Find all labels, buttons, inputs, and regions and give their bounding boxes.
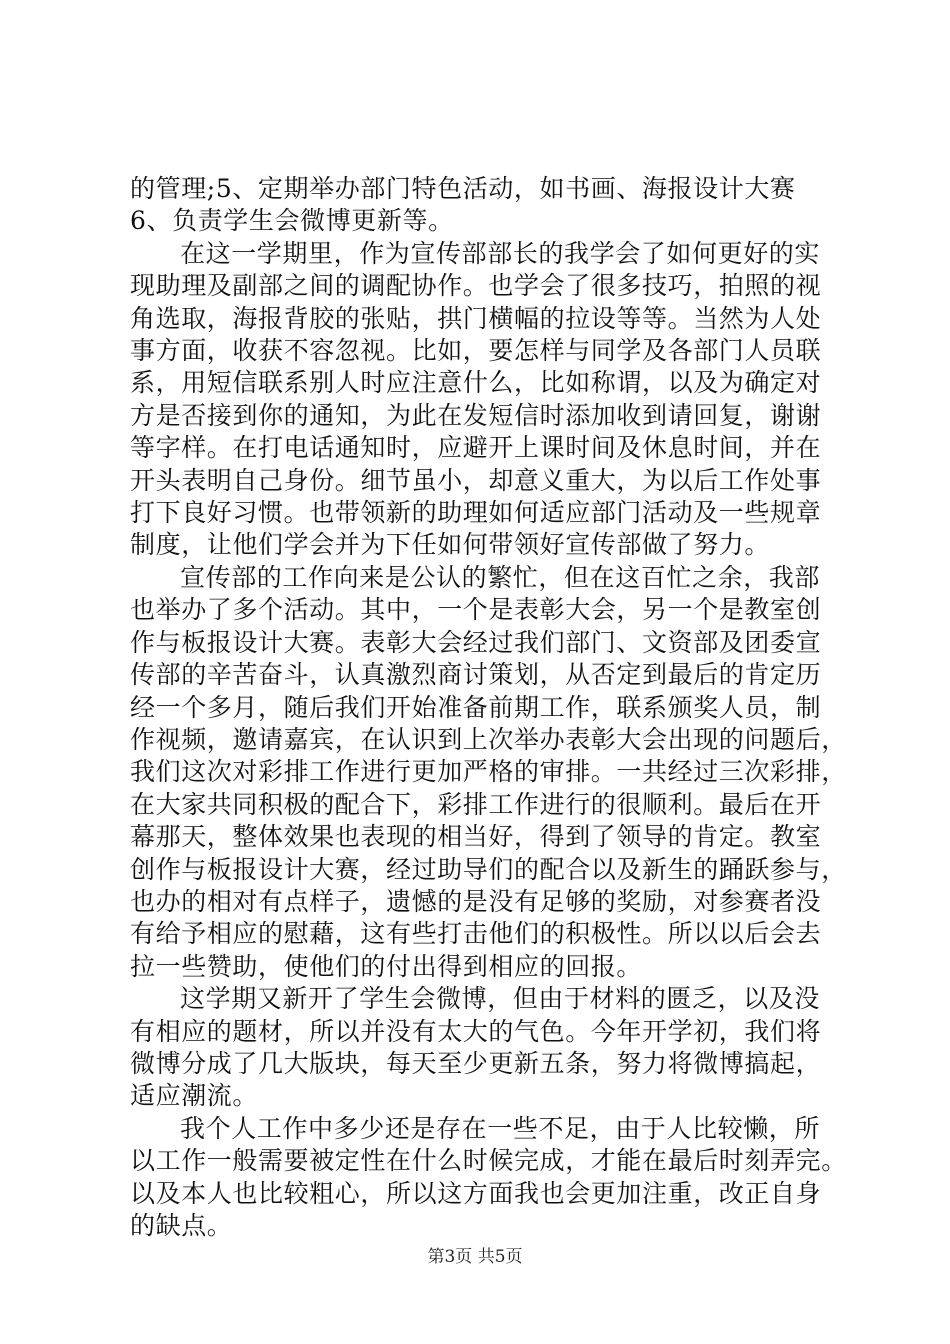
text-line: 有给予相应的慰藉，这有些打击他们的积极性。所以以后会去 bbox=[130, 919, 822, 949]
text-line: 以工作一般需要被定性在什么时候完成，才能在最后时刻弄完。 bbox=[130, 1146, 847, 1176]
text-line: 事方面，收获不容忽视。比如，要怎样与同学及各部门人员联 bbox=[130, 336, 822, 366]
text-line: 传部的辛苦奋斗，认真激烈商讨策划，从否定到最后的肯定历 bbox=[130, 660, 822, 690]
text-line: 创作与板报设计大赛，经过助导们的配合以及新生的踊跃参与， bbox=[130, 854, 847, 884]
text-line: 也办的相对有点样子，遗憾的是没有足够的奖励，对参赛者没 bbox=[130, 886, 822, 916]
text-line: 在这一学期里，作为宣传部部长的我学会了如何更好的实 bbox=[180, 238, 821, 268]
text-line: 经一个多月，随后我们开始准备前期工作，联系颁奖人员，制 bbox=[130, 692, 822, 722]
text-line: 系，用短信联系别人时应注意什么，比如称谓，以及为确定对 bbox=[130, 368, 822, 398]
text-line: 适应潮流。 bbox=[130, 1081, 259, 1111]
paragraph-0 bbox=[130, 173, 834, 238]
text-line: 在大家共同积极的配合下，彩排工作进行的很顺利。最后在开 bbox=[130, 789, 822, 819]
text-line: 宣传部的工作向来是公认的繁忙，但在这百忙之余，我部 bbox=[180, 562, 821, 592]
text-line: 以及本人也比较粗心，所以这方面我也会更加注重，改正自身 bbox=[130, 1178, 822, 1208]
text-line: 也举办了多个活动。其中，一个是表彰大会，另一个是教室创 bbox=[130, 595, 822, 625]
paragraph-4 bbox=[130, 1113, 847, 1243]
text-line: 这学期又新开了学生会微博，但由于材料的匮乏，以及没 bbox=[180, 984, 821, 1014]
text-line: 角选取，海报背胶的张贴，拱门横幅的拉设等等。当然为人处 bbox=[130, 303, 822, 333]
paragraph-1 bbox=[130, 238, 834, 562]
text-line: 的缺点。 bbox=[130, 1211, 233, 1240]
paragraph-2 bbox=[130, 562, 847, 983]
text-line: 方是否接到你的通知，为此在发短信时添加收到请回复，谢谢 bbox=[130, 400, 822, 430]
paragraph-3 bbox=[130, 983, 834, 1113]
text-line: 有相应的题材，所以并没有太大的气色。今年开学初，我们将 bbox=[130, 1016, 822, 1046]
text-line: 等字样。在打电话通知时，应避开上课时间及休息时间，并在 bbox=[130, 433, 822, 463]
text-line: 6、负责学生会微博更新等。 bbox=[130, 206, 454, 236]
text-line: 打下良好习惯。也带领新的助理如何适应部门活动及一些规章 bbox=[130, 498, 822, 528]
text-line: 作与板报设计大赛。表彰大会经过我们部门、文资部及团委宣 bbox=[130, 627, 822, 657]
text-line: 开头表明自己身份。细节虽小，却意义重大，为以后工作处事 bbox=[130, 465, 822, 495]
text-line: 我们这次对彩排工作进行更加严格的审排。一共经过三次彩排， bbox=[130, 757, 847, 787]
text-line: 我个人工作中多少还是存在一些不足，由于人比较懒，所 bbox=[180, 1113, 821, 1143]
document-body bbox=[130, 173, 847, 1242]
text-line: 微博分成了几大版块，每天至少更新五条，努力将微博搞起， bbox=[130, 1048, 822, 1078]
text-line: 拉一些赞助，使他们的付出得到相应的回报。 bbox=[130, 951, 643, 981]
text-line: 的管理;5、定期举办部门特色活动，如书画、海报设计大赛 bbox=[130, 174, 796, 203]
page-number-label: 第3页 共5页 bbox=[427, 1247, 523, 1267]
text-line: 幕那天，整体效果也表现的相当好，得到了领导的肯定。教室 bbox=[130, 822, 822, 852]
text-line: 作视频，邀请嘉宾，在认识到上次举办表彰大会出现的问题后， bbox=[130, 724, 847, 754]
text-line: 制度，让他们学会并为下任如何带领好宣传部做了努力。 bbox=[130, 530, 771, 560]
text-line: 现助理及副部之间的调配协作。也学会了很多技巧，拍照的视 bbox=[130, 271, 822, 301]
page-footer bbox=[0, 1246, 950, 1268]
